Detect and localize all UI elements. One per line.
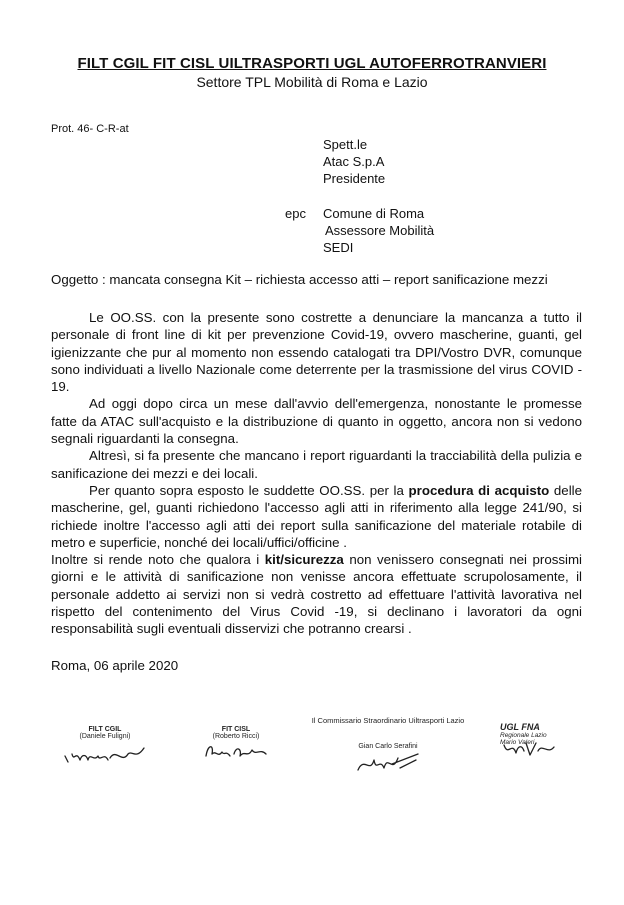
recipient-line: Spett.le bbox=[323, 137, 368, 152]
signature-role: Regionale Lazio bbox=[500, 732, 547, 739]
recipient-line: Atac S.p.A bbox=[323, 154, 385, 169]
sector-subtitle: Settore TPL Mobilità di Roma e Lazio bbox=[196, 74, 428, 90]
handwritten-signature-icon bbox=[200, 740, 272, 762]
text-span: Inoltre si rende noto che qualora i bbox=[51, 552, 265, 568]
signature-ugl-fna bbox=[500, 722, 570, 764]
paragraph: Ad oggi dopo circa un mese dall'avvio dell'emergenza, nonostante le promesse fatte da ATAC sull'acquisto e la distribuzione di quanto in oggetto, ancora non si vedono segnali riguardanti la consegna. bbox=[51, 396, 582, 447]
signature-fit-cisl bbox=[200, 726, 272, 767]
text-span: delle mascherine, gel, guanti richiedono l'accesso agli atti in riferimento alla legge 241/90, si richiede inoltre l'accesso agli atti dei report sulla sanificazione del materiale rotabile di metro e superficie, nonché dei locali/uffici/officine . bbox=[51, 482, 583, 550]
handwritten-signature-icon bbox=[348, 750, 428, 776]
signature-name: (Roberto Ricci) bbox=[212, 733, 260, 740]
paragraph bbox=[51, 551, 582, 637]
text-span: Per quanto sopra esposto le suddette OO.SS. per la bbox=[89, 482, 409, 498]
signature-org: FILT CGIL bbox=[88, 726, 122, 733]
signature-name: (Daniele Fuligni) bbox=[79, 733, 131, 740]
bold-text: procedura di acquisto bbox=[408, 482, 550, 498]
handwritten-signature-icon bbox=[60, 740, 150, 766]
union-header: FILT CGIL FIT CISL UILTRASPORTI UGL AUTOFERROTRANVIERI bbox=[77, 55, 547, 72]
text-span: non venissero consegnati nei prossimi giorni e le attività di sanificazione non venisse ancora effettuate scrupolosamente, il personale addetto ai servizi non si vedrà costretto ad effettuare l'attività lavorativa nel rispetto del contenimento del Virus Covid -19, si declinano i lavoratori da ogni responsabilità sugli eventuali disservizi che potranno crearsi . bbox=[51, 552, 583, 637]
cc-line: Assessore Mobilità bbox=[325, 223, 435, 238]
cc-line: Comune di Roma bbox=[323, 206, 425, 221]
handwritten-signature-icon bbox=[500, 739, 560, 759]
letter-body bbox=[51, 309, 582, 638]
signature-title: Il Commissario Straordinario Uiltrasporti Lazio bbox=[311, 716, 465, 725]
subject-line: Oggetto : mancata consegna Kit – richiesta accesso atti – report sanificazione mezzi bbox=[51, 272, 548, 287]
protocol-number: Prot. 46- C-R-at bbox=[51, 123, 129, 135]
signature-org: FIT CISL bbox=[221, 726, 251, 733]
letter-date: Roma, 06 aprile 2020 bbox=[51, 658, 179, 673]
paragraph: Altresì, si fa presente che mancano i report riguardanti la tracciabilità della pulizia e sanificazione dei mezzi e dei locali. bbox=[51, 448, 582, 481]
paragraph: Le OO.SS. con la presente sono costrette a denunciare la mancanza a tutto il personale di front line di kit per prevenzione Covid-19, ovvero mascherine, guanti, gel igienizzante che pur al momento non essendo catalogati tra DPI/Vostro DVR, comunque sono individuati a livello Nazionale come deterrente per la trasmissione del virus COVID - 19. bbox=[51, 310, 582, 395]
recipient-line: Presidente bbox=[323, 171, 386, 186]
signature-name: Mario Valeri bbox=[500, 739, 535, 746]
paragraph bbox=[51, 482, 582, 551]
cc-label: epc bbox=[285, 206, 306, 221]
cc-line: SEDI bbox=[323, 240, 354, 255]
signature-name: Gian Carlo Serafini bbox=[358, 743, 418, 750]
recipient-address bbox=[323, 136, 385, 187]
signature-filt-cgil bbox=[60, 726, 150, 771]
bold-text: kit/sicurezza bbox=[264, 552, 344, 568]
cc-address bbox=[323, 205, 434, 256]
signature-org: UGL FNA bbox=[500, 722, 540, 732]
signature-uiltrasporti bbox=[288, 716, 488, 781]
